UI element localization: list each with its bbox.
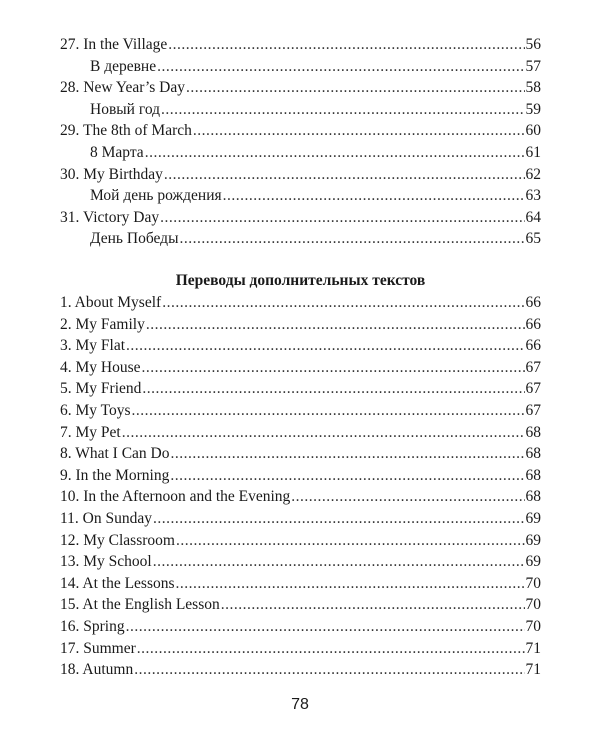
dot-leader (179, 228, 524, 250)
page-number: 78 (291, 696, 309, 713)
dot-leader (132, 400, 525, 422)
toc-entry-title: 8 Марта (90, 143, 144, 161)
toc-entry-title: 17. Summer (60, 639, 136, 657)
dot-leader (170, 465, 524, 487)
dot-leader (145, 142, 525, 164)
toc-entry-title: 12. My Classroom (60, 531, 175, 549)
toc-entry (60, 77, 541, 99)
toc-entry-page: 68 (525, 488, 541, 506)
toc-entry-page: 70 (525, 596, 541, 614)
toc-entry-translation (60, 185, 541, 207)
dot-leader (142, 357, 525, 379)
toc-entry-page: 61 (525, 143, 541, 161)
toc-entry-title: 13. My School (60, 553, 152, 571)
dot-leader (291, 486, 524, 508)
dot-leader (153, 508, 525, 530)
toc-entry (60, 443, 541, 465)
toc-entry-page: 66 (525, 337, 541, 355)
toc-list-lessons (60, 34, 541, 250)
toc-entry-page: 69 (525, 553, 541, 571)
toc-entry-title: 3. My Flat (60, 337, 126, 355)
toc-entry-page: 57 (525, 57, 541, 75)
toc-entry-title: 8. What I Can Do (60, 445, 170, 463)
toc-entry (60, 357, 541, 379)
dot-leader (176, 573, 525, 595)
dot-leader (193, 120, 525, 142)
dot-leader (221, 594, 525, 616)
dot-leader (153, 551, 525, 573)
toc-entry (60, 659, 541, 681)
toc-entry-title: 30. My Birthday (60, 165, 163, 183)
toc-entry (60, 508, 541, 530)
toc-entry-title: 4. My House (60, 358, 141, 376)
toc-entry (60, 314, 541, 336)
toc-entry-title: 10. In the Afternoon and the Evening (60, 488, 291, 506)
dot-leader (126, 616, 525, 638)
dot-leader (134, 659, 524, 681)
toc-entry-page: 67 (525, 358, 541, 376)
toc-entry-page: 62 (525, 165, 541, 183)
toc-entry-page: 65 (525, 230, 541, 248)
dot-leader (223, 185, 525, 207)
toc-entry-translation (60, 56, 541, 78)
dot-leader (161, 99, 524, 121)
toc-entry-title: Мой день рождения (90, 187, 222, 205)
toc-entry (60, 573, 541, 595)
toc-entry-page: 71 (525, 661, 541, 679)
toc-entry-page: 71 (525, 639, 541, 657)
toc-entry-title: В деревне (90, 57, 157, 75)
toc-entry-title: 15. At the English Lesson (60, 596, 220, 614)
toc-entry (60, 164, 541, 186)
toc-entry (60, 292, 541, 314)
toc-entry-title: 11. On Sunday (60, 509, 152, 527)
toc-entry-title: День Победы (90, 230, 179, 248)
toc-entry (60, 400, 541, 422)
toc-entry-title: 16. Spring (60, 617, 125, 635)
toc-entry-page: 64 (525, 208, 541, 226)
toc-entry (60, 486, 541, 508)
dot-leader (157, 56, 524, 78)
toc-entry-title: 2. My Family (60, 315, 145, 333)
toc-entry (60, 638, 541, 660)
dot-leader (126, 335, 524, 357)
toc-entry-page: 63 (525, 187, 541, 205)
toc-entry-page: 70 (525, 574, 541, 592)
toc-entry (60, 120, 541, 142)
toc-entry (60, 594, 541, 616)
toc-entry-title: 14. At the Lessons (60, 574, 175, 592)
dot-leader (176, 530, 525, 552)
toc-entry-page: 70 (525, 617, 541, 635)
dot-leader (122, 422, 525, 444)
toc-entry-page: 66 (525, 294, 541, 311)
toc-entry-title: 6. My Toys (60, 401, 131, 419)
toc-entry (60, 335, 541, 357)
toc-entry-page: 56 (525, 36, 541, 53)
toc-entry-page: 69 (525, 509, 541, 527)
toc-entry-page: 60 (525, 122, 541, 140)
toc-entry-translation (60, 228, 541, 250)
toc-entry-translation (60, 99, 541, 121)
dot-leader (162, 292, 524, 314)
dot-leader (160, 207, 524, 229)
toc-entry-page: 67 (525, 380, 541, 398)
toc-entry (60, 422, 541, 444)
toc-entry-title: 29. The 8th of March (60, 122, 192, 140)
dot-leader (168, 34, 524, 56)
dot-leader (164, 164, 525, 186)
toc-list-additional-texts (60, 292, 541, 681)
toc-entry-page: 68 (525, 423, 541, 441)
toc-entry (60, 551, 541, 573)
toc-entry-translation (60, 142, 541, 164)
toc-entry (60, 378, 541, 400)
toc-entry-title: 31. Victory Day (60, 208, 160, 226)
toc-entry-page: 59 (525, 100, 541, 118)
toc-entry-title: 28. New Year’s Day (60, 79, 185, 97)
toc-entry-title: Новый год (90, 100, 161, 118)
dot-leader (186, 77, 525, 99)
toc-entry (60, 530, 541, 552)
toc-entry-page: 68 (525, 466, 541, 484)
dot-leader (170, 443, 524, 465)
toc-entry-title: 9. In the Morning (60, 466, 170, 484)
dot-leader (146, 314, 525, 336)
toc-entry-title: 5. My Friend (60, 380, 142, 398)
toc-entry-title: 1. About Myself (60, 294, 162, 311)
dot-leader (137, 638, 525, 660)
toc-entry-page: 66 (525, 315, 541, 333)
toc-entry-page: 68 (525, 445, 541, 463)
toc-entry-title: 27. In the Village (60, 36, 168, 53)
dot-leader (142, 378, 524, 400)
toc-entry (60, 34, 541, 56)
toc-entry-title: 7. My Pet (60, 423, 121, 441)
toc-entry-page: 69 (525, 531, 541, 549)
toc-entry-title: 18. Autumn (60, 661, 134, 679)
toc-entry (60, 465, 541, 487)
section-heading: Переводы дополнительных текстов (175, 272, 426, 289)
toc-entry (60, 616, 541, 638)
toc-entry (60, 207, 541, 229)
toc-entry-page: 58 (525, 79, 541, 97)
toc-entry-page: 67 (525, 401, 541, 419)
